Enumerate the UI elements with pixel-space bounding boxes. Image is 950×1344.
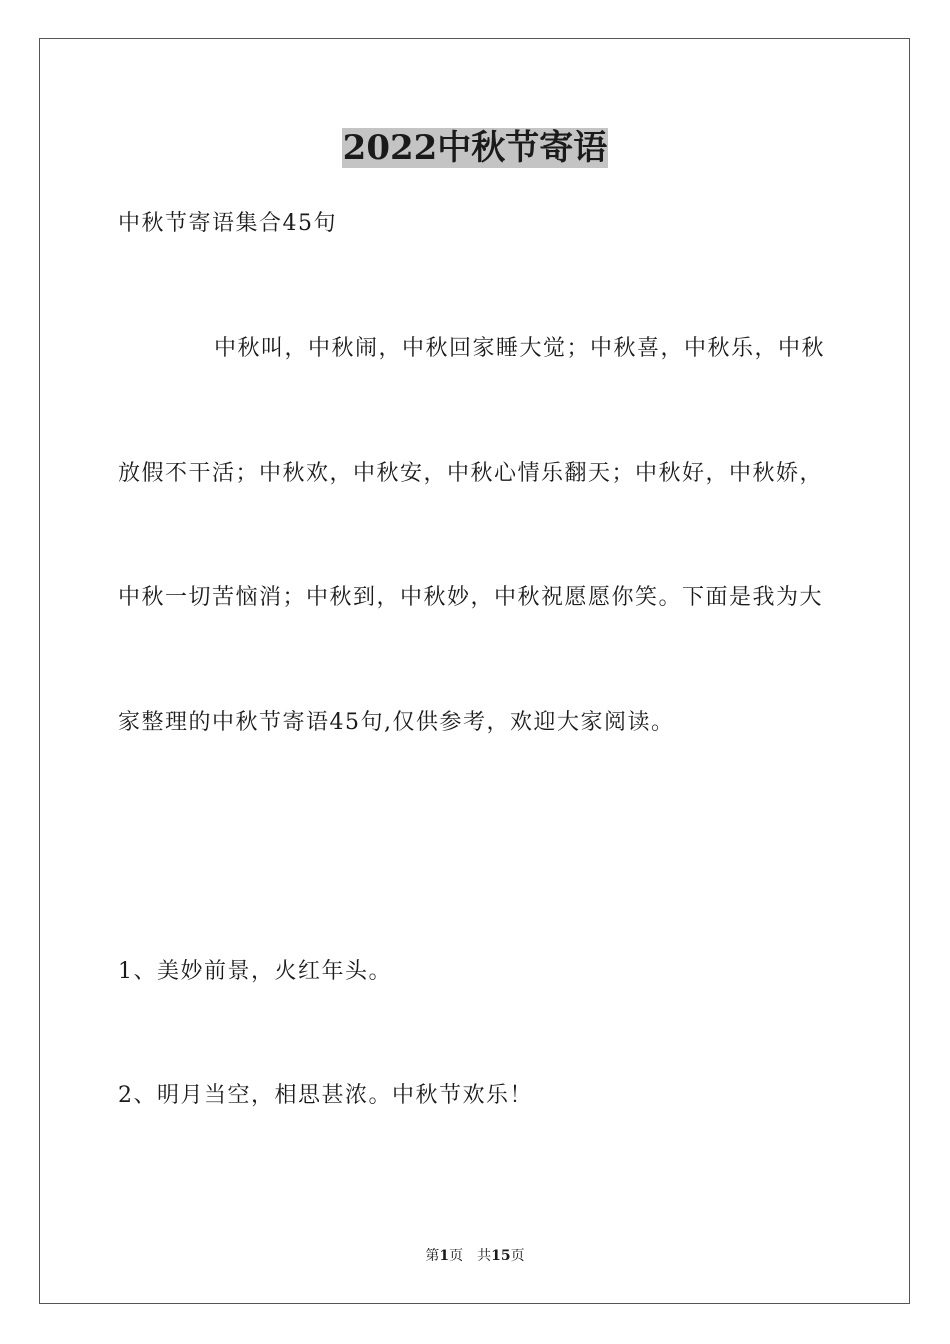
footer-page-suffix: 页 <box>510 1248 525 1264</box>
intro-line-1: 中秋叫，中秋闹，中秋回家睡大觉；中秋喜，中秋乐，中秋 <box>214 336 826 361</box>
footer-page-mid: 页 共 <box>449 1248 492 1264</box>
intro-line-2: 放假不干活；中秋欢，中秋安，中秋心情乐翻天；中秋好，中秋娇， <box>118 461 824 486</box>
footer-page-total: 15 <box>491 1248 511 1264</box>
document-title <box>0 128 950 168</box>
list-item-1: 1、美妙前景，火红年头。 <box>118 959 392 984</box>
intro-line-3: 中秋一切苦恼消；中秋到，中秋妙，中秋祝愿愿你笑。下面是我为大 <box>118 585 824 610</box>
page-footer <box>0 1246 950 1266</box>
list-item-2: 2、明月当空，相思甚浓。中秋节欢乐！ <box>118 1083 533 1108</box>
title-text: 2022中秋节寄语 <box>342 128 608 168</box>
footer-page-prefix: 第 <box>425 1248 440 1264</box>
intro-line-4: 家整理的中秋节寄语45句,仅供参考，欢迎大家阅读。 <box>118 710 675 735</box>
footer-page-current: 1 <box>439 1248 450 1264</box>
subtitle: 中秋节寄语集合45句 <box>118 211 337 236</box>
